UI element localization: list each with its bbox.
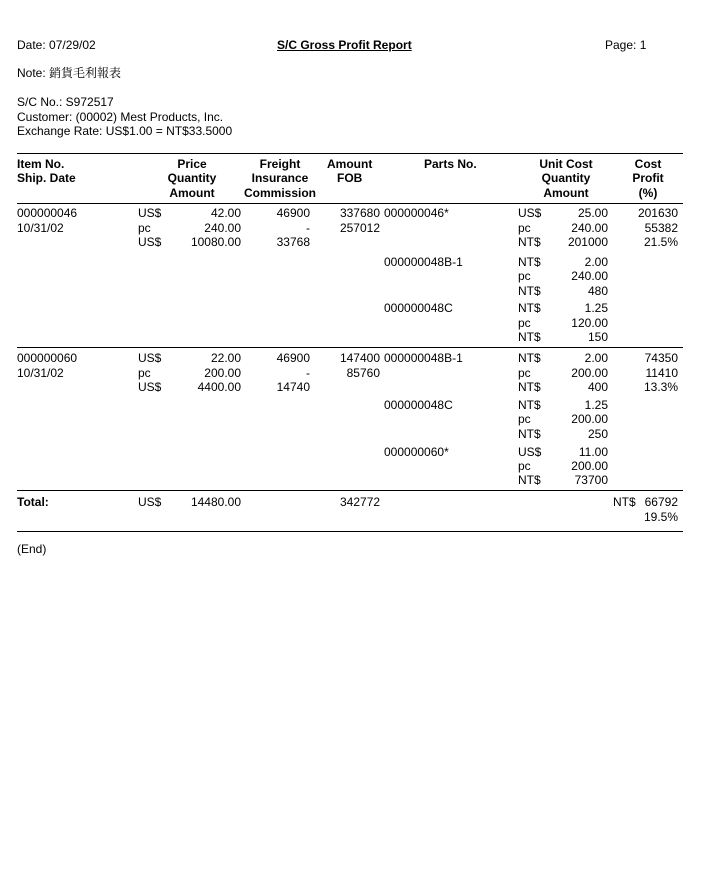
fob-value: 257012 — [339, 221, 380, 235]
col-amount-fob: Amount — [327, 157, 373, 171]
total-fob: 342772 — [340, 495, 381, 509]
commission-value: 14740 — [276, 380, 310, 394]
part-quantity: 120.00 — [571, 316, 608, 330]
part-amount-currency: NT$ — [518, 473, 541, 487]
part-amount: 480 — [587, 284, 608, 298]
col-quantity: Quantity — [167, 171, 217, 185]
insurance-value: - — [306, 221, 310, 235]
report-date: Date: 07/29/02 — [17, 38, 96, 52]
item-number: 000000046 — [17, 206, 78, 220]
part-unit-cost: 11.00 — [578, 445, 608, 459]
insurance-value: - — [306, 366, 310, 380]
exchange-rate: Exchange Rate: US$1.00 = NT$33.5000 — [17, 124, 233, 138]
part-number: 000000060* — [384, 445, 449, 459]
part-qty-unit: pc — [518, 459, 531, 473]
part-amount: 400 — [587, 380, 608, 394]
part-qty-unit: pc — [518, 412, 531, 426]
col-profit-pct: (%) — [638, 186, 658, 200]
part-quantity: 240.00 — [571, 221, 608, 235]
part-cost-currency: NT$ — [518, 301, 541, 315]
part-number: 000000048C — [384, 398, 453, 412]
profit-percent: 21.5% — [643, 235, 678, 249]
total-profit-currency: NT$ — [613, 495, 636, 509]
part-amount-currency: NT$ — [518, 380, 541, 394]
amount-total: 147400 — [339, 351, 380, 365]
total-amount: 14480.00 — [190, 495, 241, 509]
part-quantity: 240.00 — [571, 269, 608, 283]
fob-value: 85760 — [346, 366, 380, 380]
total-bottom-rule — [17, 531, 683, 532]
quantity-unit: pc — [138, 366, 151, 380]
amount-currency: US$ — [138, 380, 162, 394]
part-qty-unit: pc — [518, 366, 531, 380]
header-bottom-rule — [17, 203, 683, 204]
quantity-unit: pc — [138, 221, 151, 235]
part-quantity: 200.00 — [571, 459, 608, 473]
col-ship-date: Ship. Date — [17, 171, 76, 185]
item-amount: 4400.00 — [197, 380, 241, 394]
part-number: 000000046* — [384, 206, 449, 220]
part-amount-currency: NT$ — [518, 284, 541, 298]
cost-value: 201630 — [637, 206, 678, 220]
total-currency: US$ — [138, 495, 162, 509]
col-profit: Profit — [632, 171, 664, 185]
part-unit-cost: 1.25 — [584, 398, 608, 412]
part-cost-currency: NT$ — [518, 351, 541, 365]
part-number: 000000048C — [384, 301, 453, 315]
page-number: Page: 1 — [605, 38, 647, 52]
col-unit-cost: Unit Cost — [539, 157, 593, 171]
part-unit-cost: 1.25 — [584, 301, 608, 315]
total-profit: 66792 — [644, 495, 678, 509]
part-amount-currency: NT$ — [518, 427, 541, 441]
col-price: Price — [177, 157, 207, 171]
part-unit-cost: 25.00 — [577, 206, 608, 220]
cost-value: 74350 — [644, 351, 678, 365]
price-currency: US$ — [138, 206, 162, 220]
header-top-rule — [17, 153, 683, 154]
profit-value: 55382 — [644, 221, 678, 235]
total-profit-percent: 19.5% — [643, 510, 678, 524]
total-label: Total: — [17, 495, 49, 509]
part-cost-currency: US$ — [518, 206, 542, 220]
end-marker: (End) — [17, 542, 47, 556]
profit-percent: 13.3% — [643, 380, 678, 394]
total-top-rule — [17, 490, 683, 491]
item-price: 22.00 — [210, 351, 241, 365]
part-qty-unit: pc — [518, 221, 531, 235]
item-amount: 10080.00 — [190, 235, 241, 249]
part-cost-currency: US$ — [518, 445, 542, 459]
ship-date: 10/31/02 — [17, 366, 64, 380]
report-title: S/C Gross Profit Report — [277, 38, 412, 52]
part-qty-unit: pc — [518, 269, 531, 283]
col-commission: Commission — [243, 186, 316, 200]
part-amount-currency: NT$ — [518, 235, 541, 249]
item-price: 42.00 — [210, 206, 241, 220]
customer-name: Customer: (00002) Mest Products, Inc. — [17, 110, 224, 124]
col-quantity-2: Quantity — [541, 171, 591, 185]
item-quantity: 240.00 — [204, 221, 241, 235]
part-amount: 250 — [587, 427, 608, 441]
part-cost-currency: NT$ — [518, 255, 541, 269]
col-cost: Cost — [634, 157, 662, 171]
part-amount: 150 — [587, 330, 608, 344]
freight-value: 46900 — [276, 206, 310, 220]
part-number: 000000048B-1 — [384, 255, 463, 269]
col-amount: Amount — [169, 186, 215, 200]
part-number: 000000048B-1 — [384, 351, 463, 365]
part-quantity: 200.00 — [571, 366, 608, 380]
col-insurance: Insurance — [251, 171, 309, 185]
amount-currency: US$ — [138, 235, 162, 249]
amount-total: 337680 — [339, 206, 380, 220]
item-block — [0, 351, 717, 491]
item-quantity: 200.00 — [204, 366, 241, 380]
col-freight: Freight — [259, 157, 301, 171]
part-unit-cost: 2.00 — [584, 255, 608, 269]
part-quantity: 200.00 — [571, 412, 608, 426]
report-note: Note: 銷貨毛利報表 — [17, 66, 122, 80]
price-currency: US$ — [138, 351, 162, 365]
part-amount: 73700 — [574, 473, 608, 487]
profit-value: 11410 — [645, 366, 678, 380]
col-fob: FOB — [337, 171, 363, 185]
part-amount-currency: NT$ — [518, 330, 541, 344]
item-number: 000000060 — [17, 351, 78, 365]
sc-number: S/C No.: S972517 — [17, 95, 114, 109]
col-parts-no: Parts No. — [424, 157, 477, 171]
part-amount: 201000 — [567, 235, 608, 249]
freight-value: 46900 — [276, 351, 310, 365]
ship-date: 10/31/02 — [17, 221, 64, 235]
part-qty-unit: pc — [518, 316, 531, 330]
commission-value: 33768 — [276, 235, 310, 249]
item-block — [0, 206, 717, 346]
col-item-no: Item No. — [17, 157, 65, 171]
part-unit-cost: 2.00 — [584, 351, 608, 365]
part-cost-currency: NT$ — [518, 398, 541, 412]
col-amount-3: Amount — [543, 186, 589, 200]
item-separator — [17, 347, 683, 348]
